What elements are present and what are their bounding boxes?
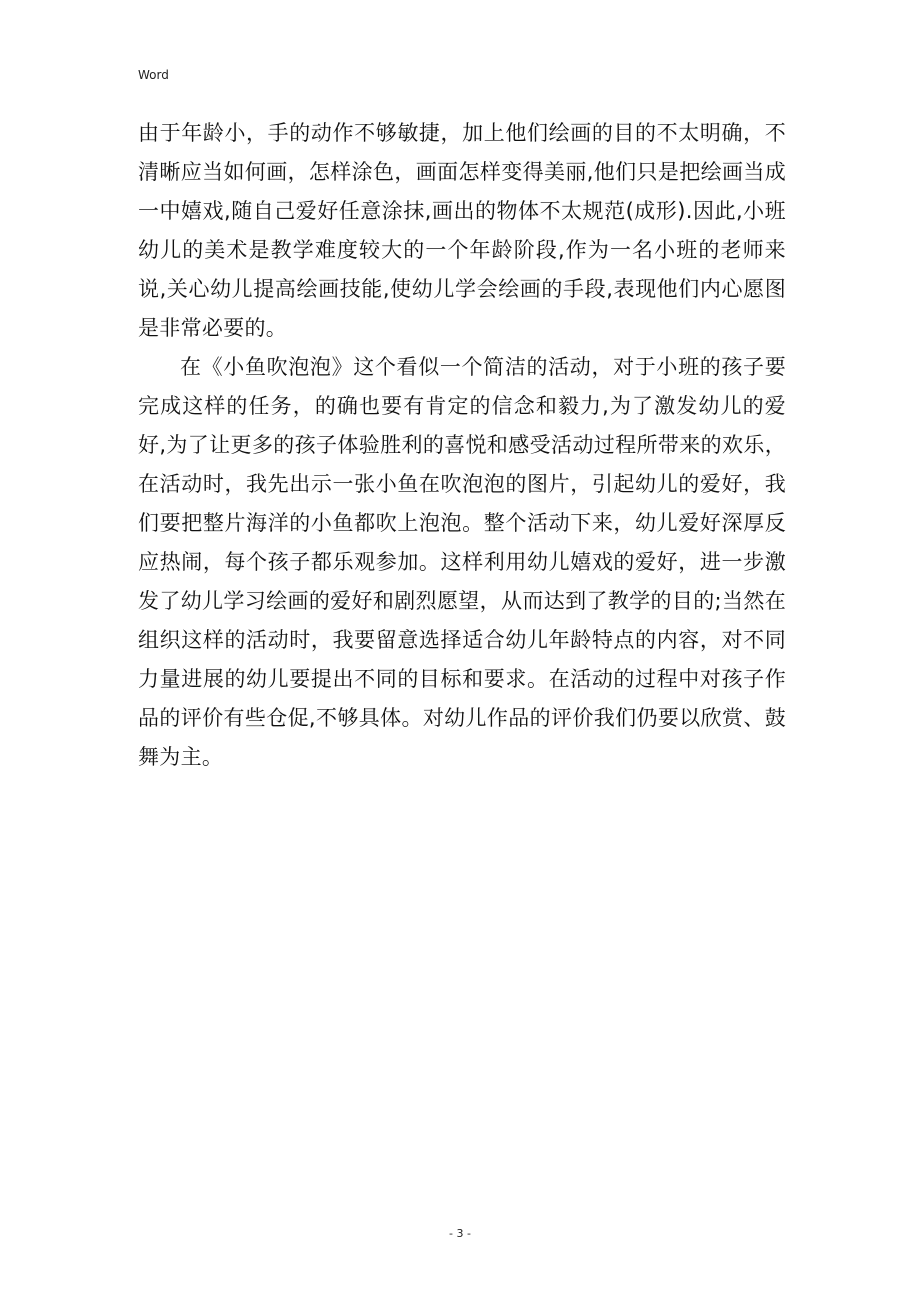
document-body bbox=[138, 114, 786, 777]
header-label: Word bbox=[138, 68, 169, 82]
page-number: - 3 - bbox=[449, 1227, 471, 1240]
paragraph-2: 在《小鱼吹泡泡》这个看似一个简洁的活动，对于小班的孩子要完成这样的任务，的确也要有肯定的信念和毅力,为了激发幼儿的爱好,为了让更多的孩子体验胜利的喜悦和感受活动过程所带来的欢乐，在活动时，我先出示一张小鱼在吹泡泡的图片，引起幼儿的爱好，我们要把整片海洋的小鱼都吹上泡泡。整个活动下来，幼儿爱好深厚反应热闹，每个孩子都乐观参加。这样利用幼儿嬉戏的爱好，进一步激发了幼儿学习绘画的爱好和剧烈愿望，从而达到了教学的目的;当然在组织这样的活动时，我要留意选择适合幼儿年龄特点的内容，对不同力量进展的幼儿要提出不同的目标和要求。在活动的过程中对孩子作品的评价有些仓促,不够具体。对幼儿作品的评价我们仍要以欣赏、鼓舞为主。 bbox=[138, 355, 786, 769]
paragraph-1: 由于年龄小，手的动作不够敏捷，加上他们绘画的目的不太明确，不清晰应当如何画，怎样涂色，画面怎样变得美丽,他们只是把绘画当成一中嬉戏,随自己爱好任意涂抹,画出的物体不太规范(成形).因此,小班幼儿的美术是教学难度较大的一个年龄阶段,作为一名小班的老师来说,关心幼儿提高绘画技能,使幼儿学会绘画的手段,表现他们内心愿图是非常必要的。 bbox=[138, 121, 786, 340]
